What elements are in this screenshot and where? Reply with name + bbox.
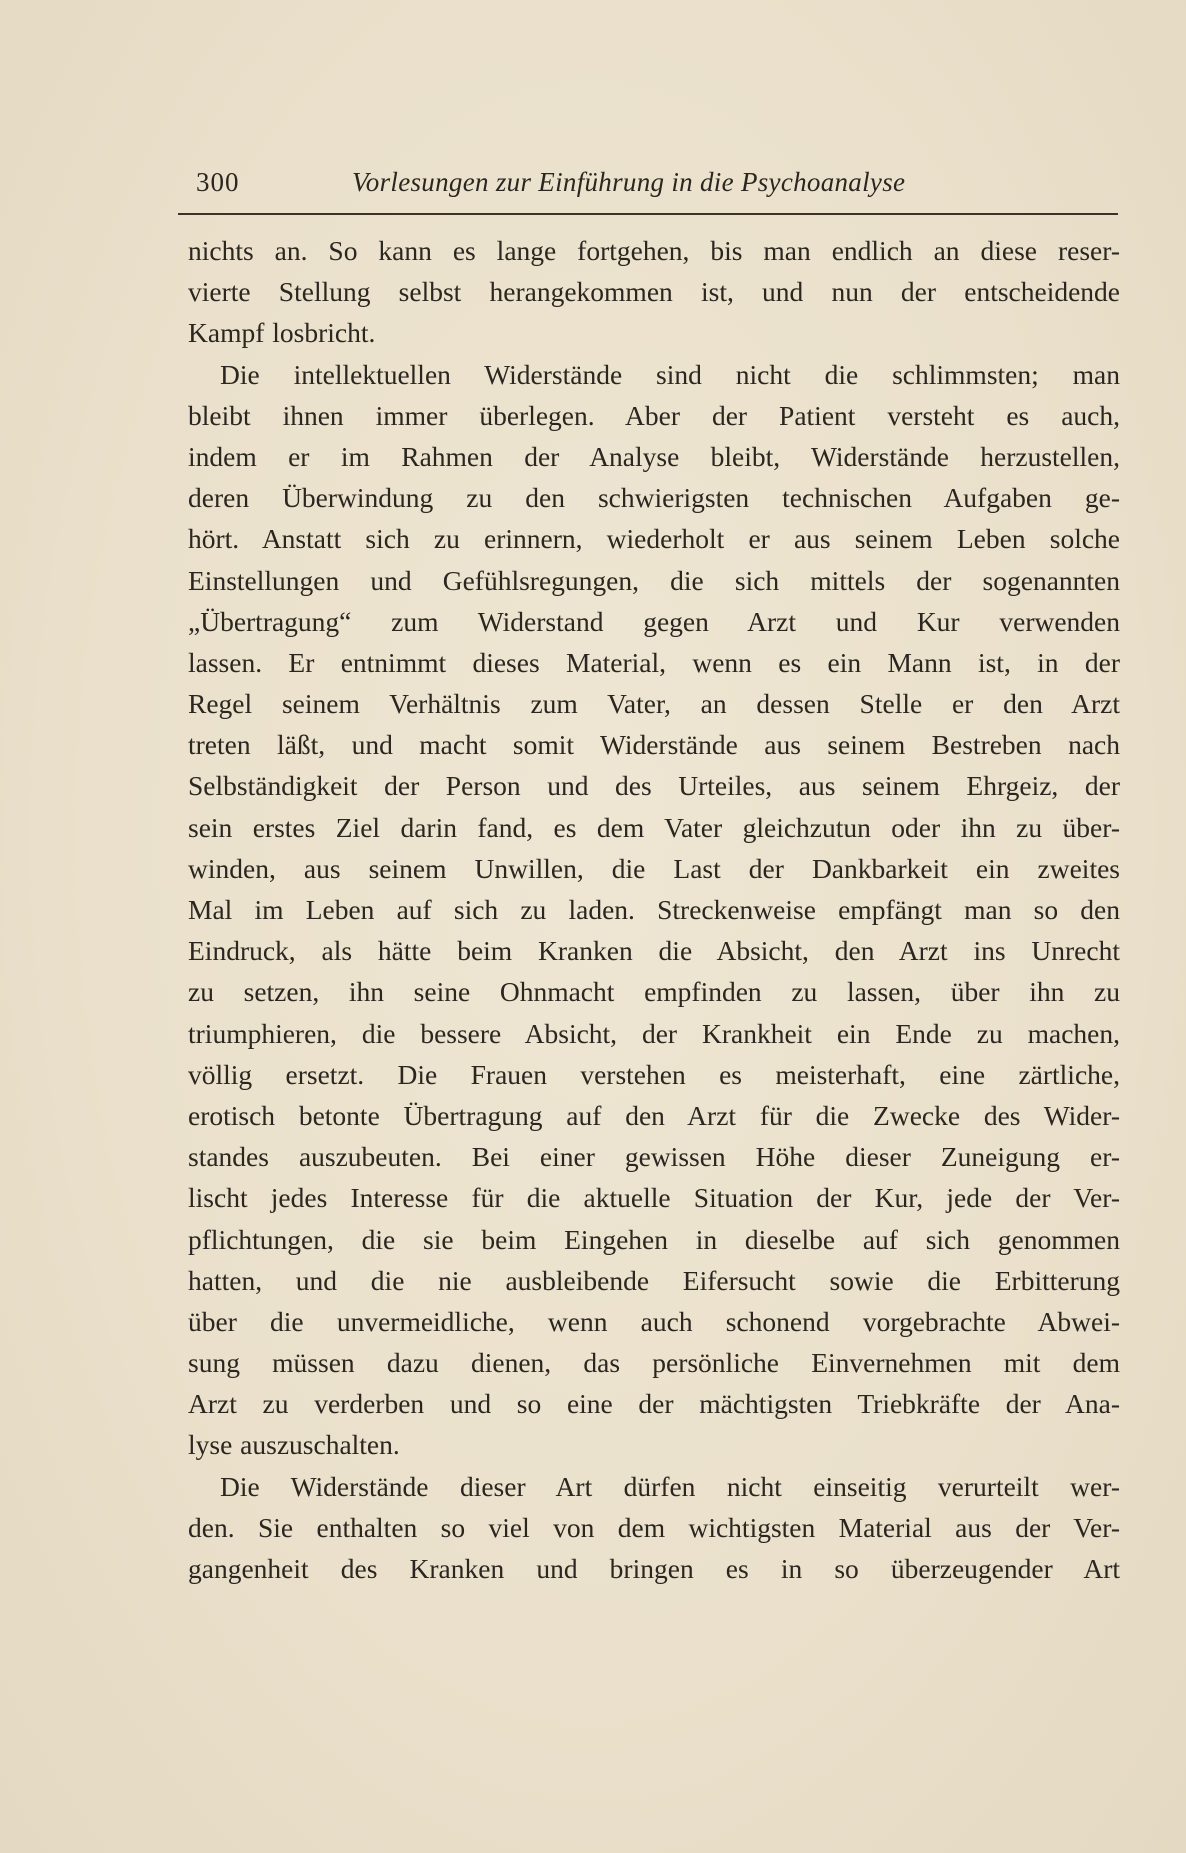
text-line: bleibt ihnen immer überlegen. Aber der Patient versteht es auch, xyxy=(188,399,1120,431)
text-line: triumphieren, die bessere Absicht, der Krankheit ein Ende zu machen, xyxy=(188,1017,1120,1049)
page-number: 300 xyxy=(196,167,240,197)
text-line: indem er im Rahmen der Analyse bleibt, Widerstände herzustellen, xyxy=(188,440,1120,472)
text-line: zu setzen, ihn seine Ohnmacht empfinden zu lassen, über ihn zu xyxy=(188,976,1120,1008)
text-line: sung müssen dazu dienen, das persönliche Einvernehmen mit dem xyxy=(188,1347,1120,1379)
text-line: über die unvermeidliche, wenn auch schonend vorgebrachte Abwei- xyxy=(188,1305,1120,1337)
text-line: erotisch betonte Übertragung auf den Arzt für die Zwecke des Wider- xyxy=(188,1099,1120,1131)
running-title: Vorlesungen zur Einführung in die Psychoanalyse xyxy=(352,167,906,197)
text-line: Einstellungen und Gefühlsregungen, die sich mittels der sogenannten xyxy=(188,564,1120,596)
text-line: Arzt zu verderben und so eine der mächtigsten Triebkräfte der Ana- xyxy=(188,1388,1120,1420)
text-line: treten läßt, und macht somit Widerstände aus seinem Bestreben nach xyxy=(188,729,1120,761)
text-line: winden, aus seinem Unwillen, die Last der Dankbarkeit ein zweites xyxy=(188,852,1120,884)
text-line: gangenheit des Kranken und bringen es in so überzeugender Art xyxy=(188,1553,1120,1584)
text-line: deren Überwindung zu den schwierigsten technischen Aufgaben ge- xyxy=(188,482,1120,514)
text-line: hatten, und die nie ausbleibende Eifersucht sowie die Erbitterung xyxy=(188,1264,1120,1296)
text-line: Die Widerstände dieser Art dürfen nicht einseitig verurteilt wer- xyxy=(220,1470,1120,1502)
text-line: Die intellektuellen Widerstände sind nicht die schlimmsten; man xyxy=(220,358,1120,390)
header-rule xyxy=(178,213,1118,215)
text-line: Selbständigkeit der Person und des Urteiles, aus seinem Ehrgeiz, der xyxy=(188,770,1120,802)
text-line: standes auszubeuten. Bei einer gewissen Höhe dieser Zuneigung er- xyxy=(188,1141,1120,1173)
text-line: den. Sie enthalten so viel von dem wichtigsten Material aus der Ver- xyxy=(188,1511,1120,1543)
text-line: hört. Anstatt sich zu erinnern, wiederholt er aus seinem Leben solche xyxy=(188,523,1120,555)
text-line: lassen. Er entnimmt dieses Material, wenn es ein Mann ist, in der xyxy=(188,646,1120,678)
text-line: pflichtungen, die sie beim Eingehen in dieselbe auf sich genommen xyxy=(188,1223,1120,1255)
text-line: Kampf losbricht. xyxy=(188,317,376,349)
text-line: völlig ersetzt. Die Frauen verstehen es meisterhaft, eine zärtliche, xyxy=(188,1058,1120,1090)
page-header xyxy=(178,163,1118,203)
text-line: Regel seinem Verhältnis zum Vater, an dessen Stelle er den Arzt xyxy=(188,688,1120,720)
text-line: Mal im Leben auf sich zu laden. Streckenweise empfängt man so den xyxy=(188,894,1120,925)
text-line: sein erstes Ziel darin fand, es dem Vater gleichzutun oder ihn zu über- xyxy=(188,811,1120,843)
text-line: „Übertragung“ zum Widerstand gegen Arzt und Kur verwenden xyxy=(188,605,1120,637)
text-line: Eindruck, als hätte beim Kranken die Absicht, den Arzt ins Unrecht xyxy=(188,935,1120,967)
text-line: lyse auszuschalten. xyxy=(188,1429,400,1461)
text-line: nichts an. So kann es lange fortgehen, bis man endlich an diese reser- xyxy=(188,235,1120,266)
body-text xyxy=(188,230,1120,1589)
text-line: lischt jedes Interesse für die aktuelle Situation der Kur, jede der Ver- xyxy=(188,1182,1120,1214)
text-line: vierte Stellung selbst herangekommen ist, und nun der entscheidende xyxy=(188,276,1120,308)
